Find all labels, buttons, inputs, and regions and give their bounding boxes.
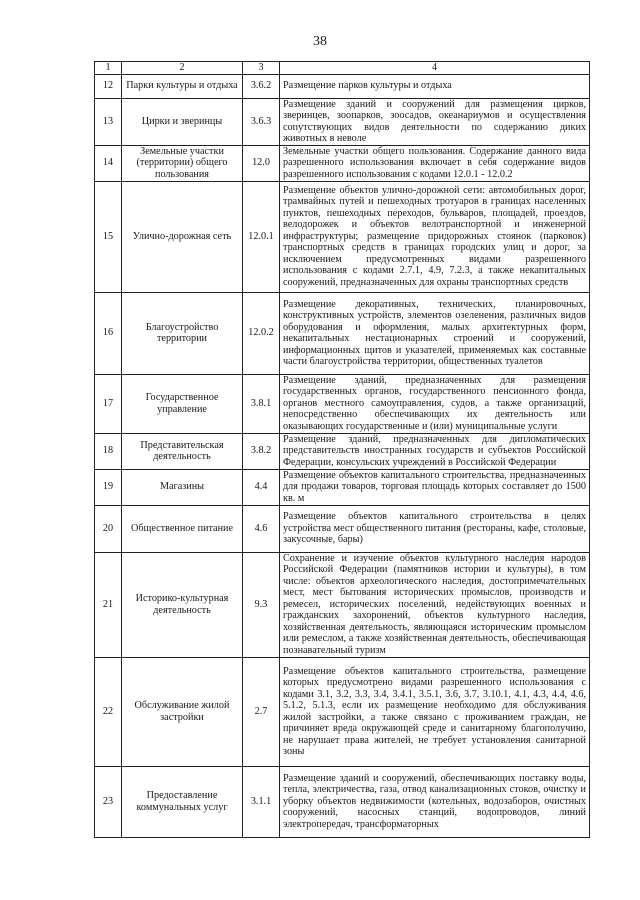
use-type-description: Размещение зданий и сооружений для размещения цирков, зверинцев, зоопарков, зоосадов, океанариумов и осуществления сопутствующих видов деятельности по содержанию диких животных в неволе — [280, 98, 590, 145]
table-row — [95, 74, 590, 98]
row-number: 18 — [95, 433, 122, 469]
use-type-name: Обслуживание жилой застройки — [122, 657, 243, 766]
use-type-code: 12.0.2 — [243, 292, 280, 374]
use-type-name: Историко-культурная деятельность — [122, 552, 243, 657]
use-type-code: 2.7 — [243, 657, 280, 766]
row-number: 20 — [95, 505, 122, 552]
use-type-description: Размещение объектов капитального строительства, предназначенных для продажи товаров, торговая площадь которых составляет до 1500 кв. м — [280, 469, 590, 505]
header-col-1: 1 — [95, 62, 122, 75]
use-type-description: Земельные участки общего пользования. Содержание данного вида разрешенного использования включает в себя содержание видов разрешенного использования с кодами 12.0.1 - 12.0.2 — [280, 145, 590, 181]
table-header-row — [95, 62, 590, 75]
use-type-description: Размещение объектов улично-дорожной сети: автомобильных дорог, трамвайных путей и пешеходных тротуаров в границах населенных пунктов, пешеходных переходов, бульваров, площадей, проездов, велодорожек и объектов велотранспортной и инженерной инфраструктуры; размещение придорожных стоянок (парковок) транспортных средств в границах городских улиц и дорог, за исключением предусмотренных видами разрешенного использования с кодами 2.7.1, 4.9, 7.2.3, а также некапитальных сооружений, предназначенных для охраны транспортных средств — [280, 181, 590, 292]
use-type-description: Размещение объектов капитального строительства в целях устройства мест общественного питания (рестораны, кафе, столовые, закусочные, бары) — [280, 505, 590, 552]
use-type-name: Земельные участки (территории) общего пользования — [122, 145, 243, 181]
use-type-code: 3.8.1 — [243, 374, 280, 433]
table-row — [95, 657, 590, 766]
row-number: 14 — [95, 145, 122, 181]
table-row — [95, 145, 590, 181]
row-number: 12 — [95, 74, 122, 98]
use-type-description: Размещение зданий, предназначенных для размещения государственных органов, государственного пенсионного фонда, органов местного самоуправления, судов, а также организаций, непосредственно обеспечивающих их деятельность или оказывающих государственные и (или) муниципальные услуги — [280, 374, 590, 433]
use-type-code: 3.6.3 — [243, 98, 280, 145]
use-type-name: Благоустройство территории — [122, 292, 243, 374]
use-type-description: Размещение зданий, предназначенных для дипломатических представительств иностранных государств и субъектов Российской Федерации, консульских учреждений в Российской Федерации — [280, 433, 590, 469]
land-use-table — [94, 61, 590, 838]
page-number: 38 — [313, 34, 327, 49]
table-row — [95, 374, 590, 433]
use-type-name: Цирки и зверинцы — [122, 98, 243, 145]
table-row — [95, 433, 590, 469]
use-type-description: Размещение декоративных, технических, планировочных, конструктивных устройств, элементов озеленения, различных видов оборудования и оформления, малых архитектурных форм, некапитальных нестационарных строений и сооружений, информационных щитов и указателей, применяемых как составные части благоустройства территории, общественных туалетов — [280, 292, 590, 374]
table-row — [95, 552, 590, 657]
use-type-code: 9.3 — [243, 552, 280, 657]
table-row — [95, 181, 590, 292]
header-col-2: 2 — [122, 62, 243, 75]
row-number: 16 — [95, 292, 122, 374]
use-type-name: Представительская деятельность — [122, 433, 243, 469]
row-number: 17 — [95, 374, 122, 433]
header-col-4: 4 — [280, 62, 590, 75]
use-type-description: Размещение парков культуры и отдыха — [280, 74, 590, 98]
table-row — [95, 98, 590, 145]
header-col-3: 3 — [243, 62, 280, 75]
table-row — [95, 292, 590, 374]
row-number: 22 — [95, 657, 122, 766]
row-number: 15 — [95, 181, 122, 292]
table-row — [95, 766, 590, 837]
table-row — [95, 469, 590, 505]
use-type-code: 4.6 — [243, 505, 280, 552]
use-type-code: 12.0 — [243, 145, 280, 181]
use-type-name: Государственное управление — [122, 374, 243, 433]
use-type-code: 3.1.1 — [243, 766, 280, 837]
use-type-name: Улично-дорожная сеть — [122, 181, 243, 292]
table-row — [95, 505, 590, 552]
row-number: 19 — [95, 469, 122, 505]
use-type-code: 3.6.2 — [243, 74, 280, 98]
use-type-name: Общественное питание — [122, 505, 243, 552]
use-type-name: Магазины — [122, 469, 243, 505]
row-number: 21 — [95, 552, 122, 657]
use-type-code: 3.8.2 — [243, 433, 280, 469]
row-number: 13 — [95, 98, 122, 145]
use-type-description: Размещение зданий и сооружений, обеспечивающих поставку воды, тепла, электричества, газа, отвод канализационных стоков, очистку и уборку объектов недвижимости (котельных, водозаборов, очистных сооружений, насосных станций, водопроводов, линий электропередач, трансформаторных — [280, 766, 590, 837]
use-type-code: 12.0.1 — [243, 181, 280, 292]
use-type-description: Сохранение и изучение объектов культурного наследия народов Российской Федерации (памятников истории и культуры), в том числе: объектов археологического наследия, достопримечательных мест, мест бытования исторических промыслов, производств и ремесел, исторических поселений, недействующих военных и гражданских захоронений, объектов культурного наследия, хозяйственная деятельность, являющаяся историческим промыслом или ремеслом, а также хозяйственная деятельность, обеспечивающая познавательный туризм — [280, 552, 590, 657]
row-number: 23 — [95, 766, 122, 837]
use-type-description: Размещение объектов капитального строительства, размещение которых предусмотрено видами разрешенного использования с кодами 3.1, 3.2, 3.3, 3.4, 3.4.1, 3.5.1, 3.6, 3.7, 3.10.1, 4.1, 4.3, 4.4, 4.6, 5.1.2, 5.1.3, если их размещение необходимо для обслуживания жилой застройки, а также связано с проживанием граждан, не причиняет вреда окружающей среде и санитарному благополучию, не нарушает права жителей, не требует установления санитарной зоны — [280, 657, 590, 766]
use-type-name: Парки культуры и отдыха — [122, 74, 243, 98]
use-type-code: 4.4 — [243, 469, 280, 505]
use-type-name: Предоставление коммунальных услуг — [122, 766, 243, 837]
